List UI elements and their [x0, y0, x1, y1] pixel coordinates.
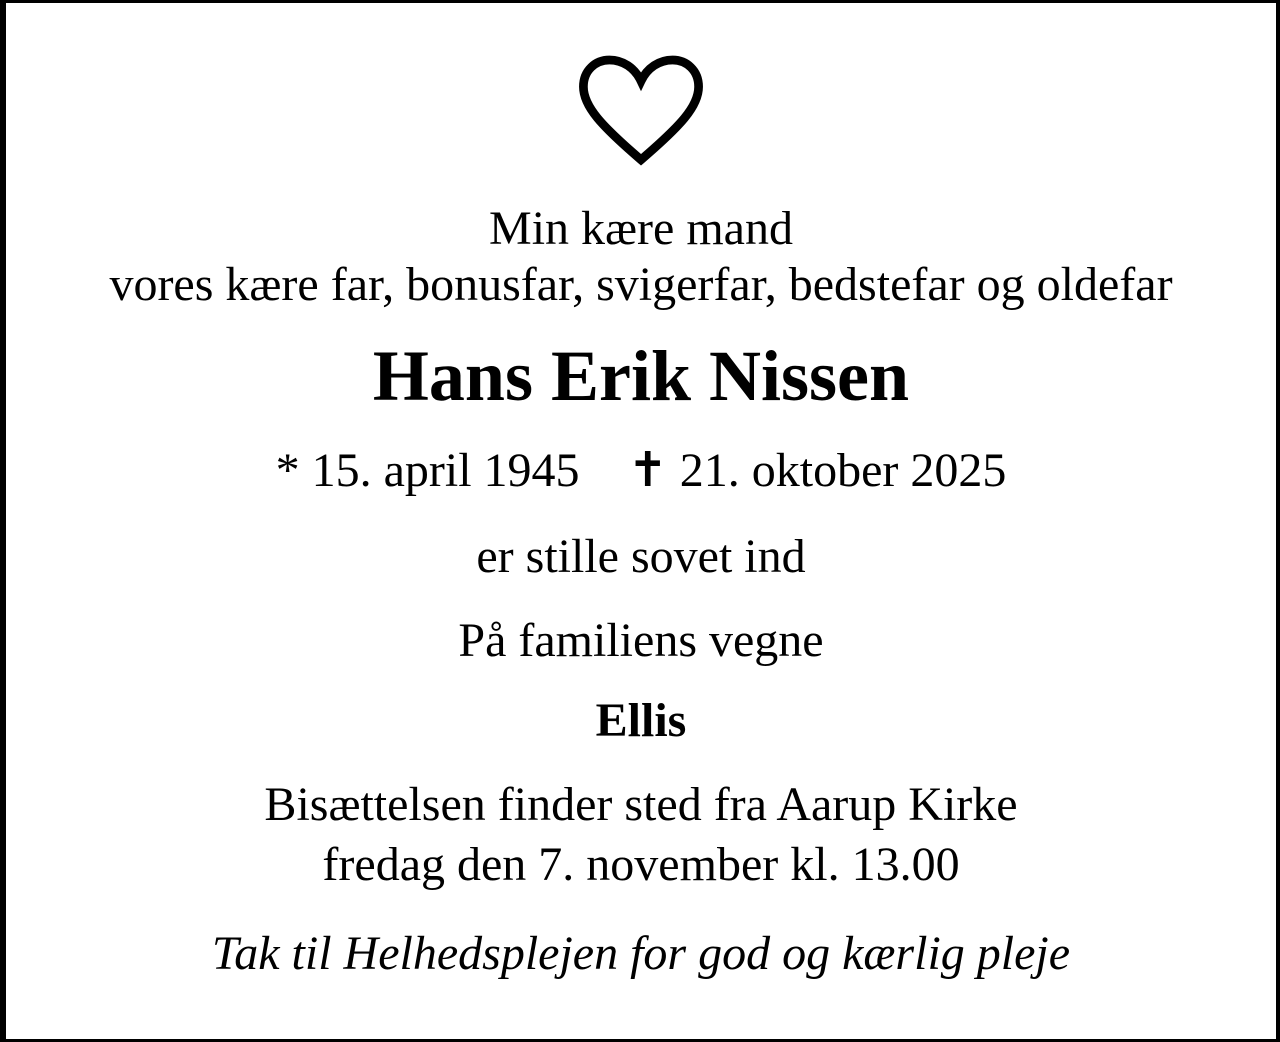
thanks-line: Tak til Helhedsplejen for god og kærlig pleje: [211, 927, 1071, 980]
birth-date: * 15. april 1945: [275, 444, 580, 497]
life-dates: [6, 443, 1276, 499]
ceremony-location: Bisættelsen finder sted fra Aarup Kirke: [264, 778, 1018, 831]
intro-line-relation: Min kære mand: [489, 202, 793, 255]
death-date: ✝ 21. oktober 2025: [627, 444, 1007, 497]
heart-icon: [6, 53, 1276, 171]
passing-statement: er stille sovet ind: [476, 530, 806, 583]
on-behalf-statement: På familiens vegne: [458, 614, 824, 667]
ceremony-datetime: fredag den 7. november kl. 13.00: [322, 838, 960, 891]
intro-line-family: vores kære far, bonusfar, svigerfar, bedstefar og oldefar: [109, 258, 1173, 311]
deceased-name: Hans Erik Nissen: [372, 336, 910, 416]
signature-name: Ellis: [595, 694, 687, 747]
ceremony-info: [6, 775, 1276, 895]
intro-lines: [6, 201, 1276, 313]
